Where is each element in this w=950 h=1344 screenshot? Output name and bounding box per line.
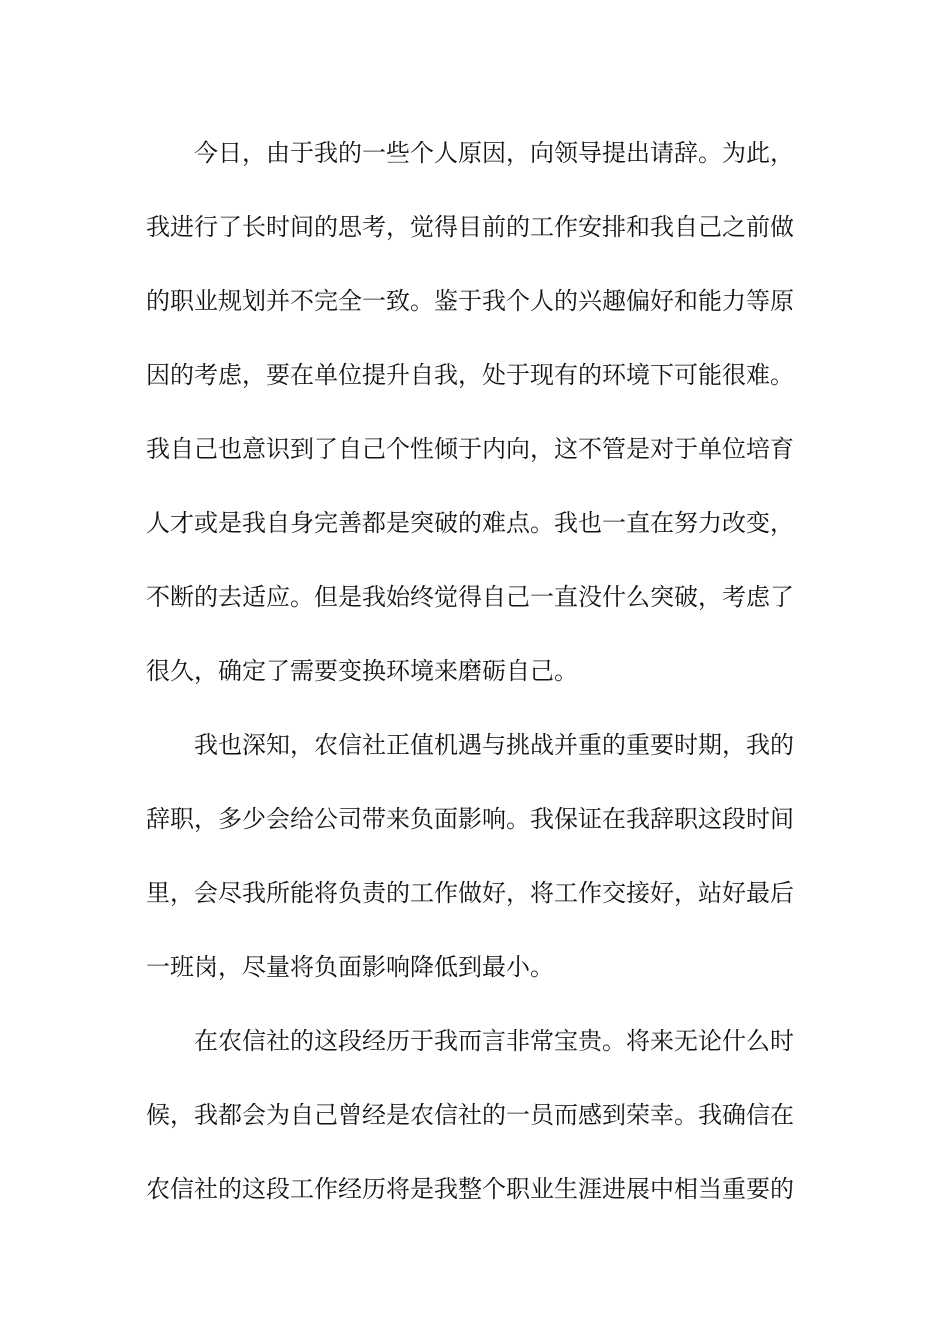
paragraph-1-line-5: 我自己也意识到了自己个性倾于内向，这不管是对于单位培育 [146, 435, 794, 463]
paragraph-1-line-1: 今日，由于我的一些个人原因，向领导提出请辞。为此， [194, 139, 794, 167]
paragraph-3-line-1: 在农信社的这段经历于我而言非常宝贵。将来无论什么时 [194, 1027, 794, 1055]
paragraph-3-line-3: 农信社的这段工作经历将是我整个职业生涯进展中相当重要的 [146, 1175, 794, 1203]
paragraph-1-line-6: 人才或是我自身完善都是突破的难点。我也一直在努力改变， [146, 509, 794, 537]
paragraph-1-line-4: 因的考虑，要在单位提升自我，处于现有的环境下可能很难。 [146, 361, 794, 389]
paragraph-2-line-3: 里，会尽我所能将负责的工作做好，将工作交接好，站好最后 [146, 879, 794, 907]
paragraph-1-line-2: 我进行了长时间的思考，觉得目前的工作安排和我自己之前做 [146, 213, 794, 241]
paragraph-2-line-2: 辞职，多少会给公司带来负面影响。我保证在我辞职这段时间 [146, 805, 794, 833]
paragraph-1-line-8: 很久，确定了需要变换环境来磨砺自己。 [146, 657, 578, 685]
paragraph-2-line-4: 一班岗，尽量将负面影响降低到最小。 [146, 953, 554, 981]
paragraph-1-line-3: 的职业规划并不完全一致。鉴于我个人的兴趣偏好和能力等原 [146, 287, 794, 315]
paragraph-1-line-7: 不断的去适应。但是我始终觉得自己一直没什么突破，考虑了 [146, 583, 794, 611]
paragraph-3-line-2: 候，我都会为自己曾经是农信社的一员而感到荣幸。我确信在 [146, 1101, 794, 1129]
paragraph-2-line-1: 我也深知，农信社正值机遇与挑战并重的重要时期，我的 [194, 731, 794, 759]
